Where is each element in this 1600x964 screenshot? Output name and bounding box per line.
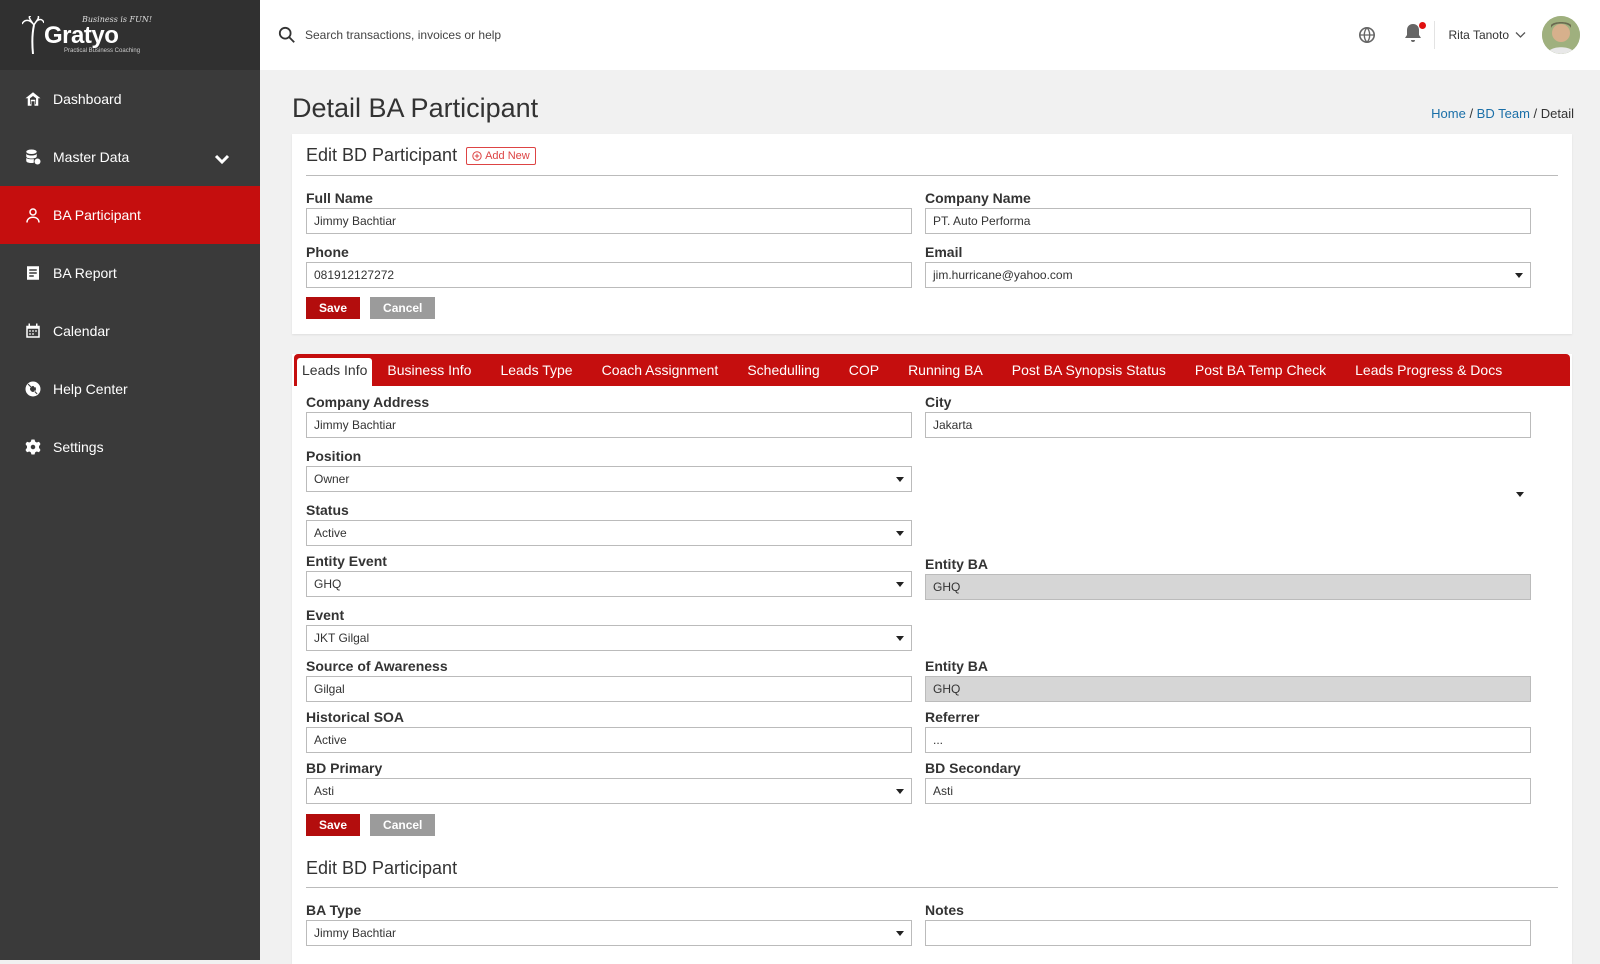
ba-type-select[interactable] (306, 920, 912, 946)
home-icon (24, 90, 42, 108)
add-new-label: Add New (485, 149, 530, 162)
tab-post-ba-temp-check[interactable]: Post BA Temp Check (1194, 362, 1327, 378)
globe-icon[interactable] (1358, 26, 1376, 44)
logo-tagline: Business is FUN! (82, 15, 153, 24)
email-value: jim.hurricane@yahoo.com (933, 268, 1073, 282)
sidebar-item-label: Help Center (53, 381, 128, 397)
sidebar-item-help-center[interactable] (0, 360, 260, 418)
notes-label: Notes (925, 902, 964, 918)
tab-leads-info[interactable]: Leads Info (297, 358, 372, 386)
sidebar-item-ba-report[interactable] (0, 244, 260, 302)
status-label: Status (306, 502, 349, 518)
dropdown-arrow-icon (896, 789, 904, 794)
ba-type-label: BA Type (306, 902, 362, 918)
dropdown-arrow-icon (896, 582, 904, 587)
cancel-button[interactable]: Cancel (370, 297, 435, 319)
tab-business-info[interactable]: Business Info (387, 362, 472, 378)
status-select[interactable] (306, 520, 912, 546)
tab-schedulling[interactable]: Schedulling (747, 362, 820, 378)
phone-input[interactable]: 081912127272 (306, 262, 912, 288)
logo[interactable] (0, 0, 260, 70)
chevron-down-icon[interactable] (1515, 31, 1526, 39)
source-of-awareness-label: Source of Awareness (306, 658, 448, 674)
referrer-input[interactable]: ... (925, 727, 1531, 753)
company-name-input[interactable]: PT. Auto Performa (925, 208, 1531, 234)
bd-primary-select[interactable] (306, 778, 912, 804)
tab-leads-progress[interactable]: Leads Progress & Docs (1355, 362, 1503, 378)
company-address-input[interactable]: Jimmy Bachtiar (306, 412, 912, 438)
tab-leads-type[interactable]: Leads Type (500, 362, 573, 378)
gear-icon (24, 438, 42, 456)
sidebar-item-ba-participant[interactable] (0, 186, 260, 244)
avatar[interactable] (1542, 16, 1580, 54)
breadcrumb-home[interactable]: Home (1431, 106, 1466, 121)
entity-event-label: Entity Event (306, 553, 387, 569)
status-value: Active (314, 526, 347, 540)
city-input[interactable]: Jakarta (925, 412, 1531, 438)
historical-soa-label: Historical SOA (306, 709, 405, 725)
palm-tree-icon (22, 16, 44, 54)
breadcrumb-team[interactable]: BD Team (1476, 106, 1530, 121)
entity-ba-input: GHQ (925, 676, 1531, 702)
full-name-input[interactable]: Jimmy Bachtiar (306, 208, 912, 234)
sidebar-item-master-data[interactable] (0, 128, 260, 186)
save-button[interactable]: Save (306, 814, 360, 836)
bd-secondary-input[interactable]: Asti (925, 778, 1531, 804)
page-title: Detail BA Participant (292, 93, 539, 123)
user-icon (24, 206, 42, 224)
cancel-button[interactable]: Cancel (370, 814, 435, 836)
main-content (292, 70, 1572, 964)
dropdown-arrow-icon (1515, 273, 1523, 278)
dropdown-arrow-icon (896, 531, 904, 536)
save-button[interactable]: Save (306, 297, 360, 319)
dropdown-arrow-icon (896, 931, 904, 936)
tab-bar (294, 354, 1570, 386)
entity-ba-label: Entity BA (925, 556, 988, 572)
participant-details-card (292, 354, 1572, 964)
bd-primary-label: BD Primary (306, 760, 383, 776)
breadcrumb: Home / BD Team / Detail (1431, 106, 1574, 121)
city-label: City (925, 394, 952, 410)
event-label: Event (306, 607, 345, 623)
tab-running-ba[interactable]: Running BA (908, 362, 983, 378)
sidebar-item-label: Calendar (53, 323, 110, 339)
sidebar-item-label: BA Report (53, 265, 117, 281)
section-title: Edit BD Participant (306, 848, 1558, 888)
sidebar-item-label: BA Participant (53, 207, 141, 223)
position-value: Owner (314, 472, 350, 486)
tab-coach-assignment[interactable]: Coach Assignment (601, 362, 719, 378)
sidebar-item-settings[interactable] (0, 418, 260, 476)
sidebar-item-label: Dashboard (53, 91, 122, 107)
email-select[interactable] (925, 262, 1531, 288)
topbar-divider (1434, 21, 1435, 49)
entity-event-select[interactable] (306, 571, 912, 597)
sidebar-item-label: Master Data (53, 149, 130, 165)
add-new-button[interactable] (466, 147, 536, 165)
position-label: Position (306, 448, 362, 464)
edit-participant-card (292, 134, 1572, 334)
bd-secondary-label: BD Secondary (925, 760, 1021, 776)
entity-ba-input: GHQ (925, 574, 1531, 600)
tab-post-ba-synopsis[interactable]: Post BA Synopsis Status (1011, 362, 1166, 378)
report-icon (24, 264, 42, 282)
source-of-awareness-input[interactable]: Gilgal (306, 676, 912, 702)
sidebar-item-dashboard[interactable] (0, 70, 260, 128)
sidebar (0, 0, 260, 960)
database-icon (24, 148, 42, 166)
event-select[interactable] (306, 625, 912, 651)
sidebar-item-calendar[interactable] (0, 302, 260, 360)
entity-ba-label: Entity BA (925, 658, 988, 674)
position-select[interactable] (306, 466, 912, 492)
notification-dot (1419, 22, 1426, 29)
event-value: JKT Gilgal (314, 631, 370, 645)
lifebuoy-icon (24, 380, 42, 398)
search-icon[interactable] (278, 26, 296, 44)
notifications[interactable] (1404, 23, 1422, 48)
email-label: Email (925, 244, 963, 260)
company-address-label: Company Address (306, 394, 430, 410)
topbar (260, 0, 1600, 70)
logo-name: Gratyo (44, 22, 119, 49)
avatar-image (1542, 16, 1580, 54)
phone-label: Phone (306, 244, 349, 260)
user-name[interactable]: Rita Tanoto (1448, 28, 1509, 42)
breadcrumb-current: Detail (1540, 106, 1574, 121)
full-name-label: Full Name (306, 190, 373, 206)
sidebar-item-label: Settings (53, 439, 104, 455)
dropdown-arrow-icon (896, 477, 904, 482)
logo-subtitle: Practical Business Coaching (64, 48, 141, 54)
search-input[interactable] (305, 28, 705, 42)
referrer-label: Referrer (925, 709, 980, 725)
bd-primary-value: Asti (314, 784, 335, 798)
entity-event-value: GHQ (314, 577, 342, 591)
plus-circle-icon (472, 151, 482, 161)
dropdown-arrow-icon (896, 636, 904, 641)
chevron-down-icon[interactable] (213, 150, 231, 168)
calendar-icon (24, 322, 42, 340)
card-title: Edit BD Participant (306, 145, 458, 165)
notes-input[interactable] (925, 920, 1531, 946)
company-name-label: Company Name (925, 190, 1031, 206)
dropdown-arrow-icon[interactable] (1516, 492, 1524, 497)
historical-soa-input[interactable]: Active (306, 727, 912, 753)
tab-cop[interactable]: COP (848, 362, 880, 378)
ba-type-value: Jimmy Bachtiar (314, 926, 397, 940)
